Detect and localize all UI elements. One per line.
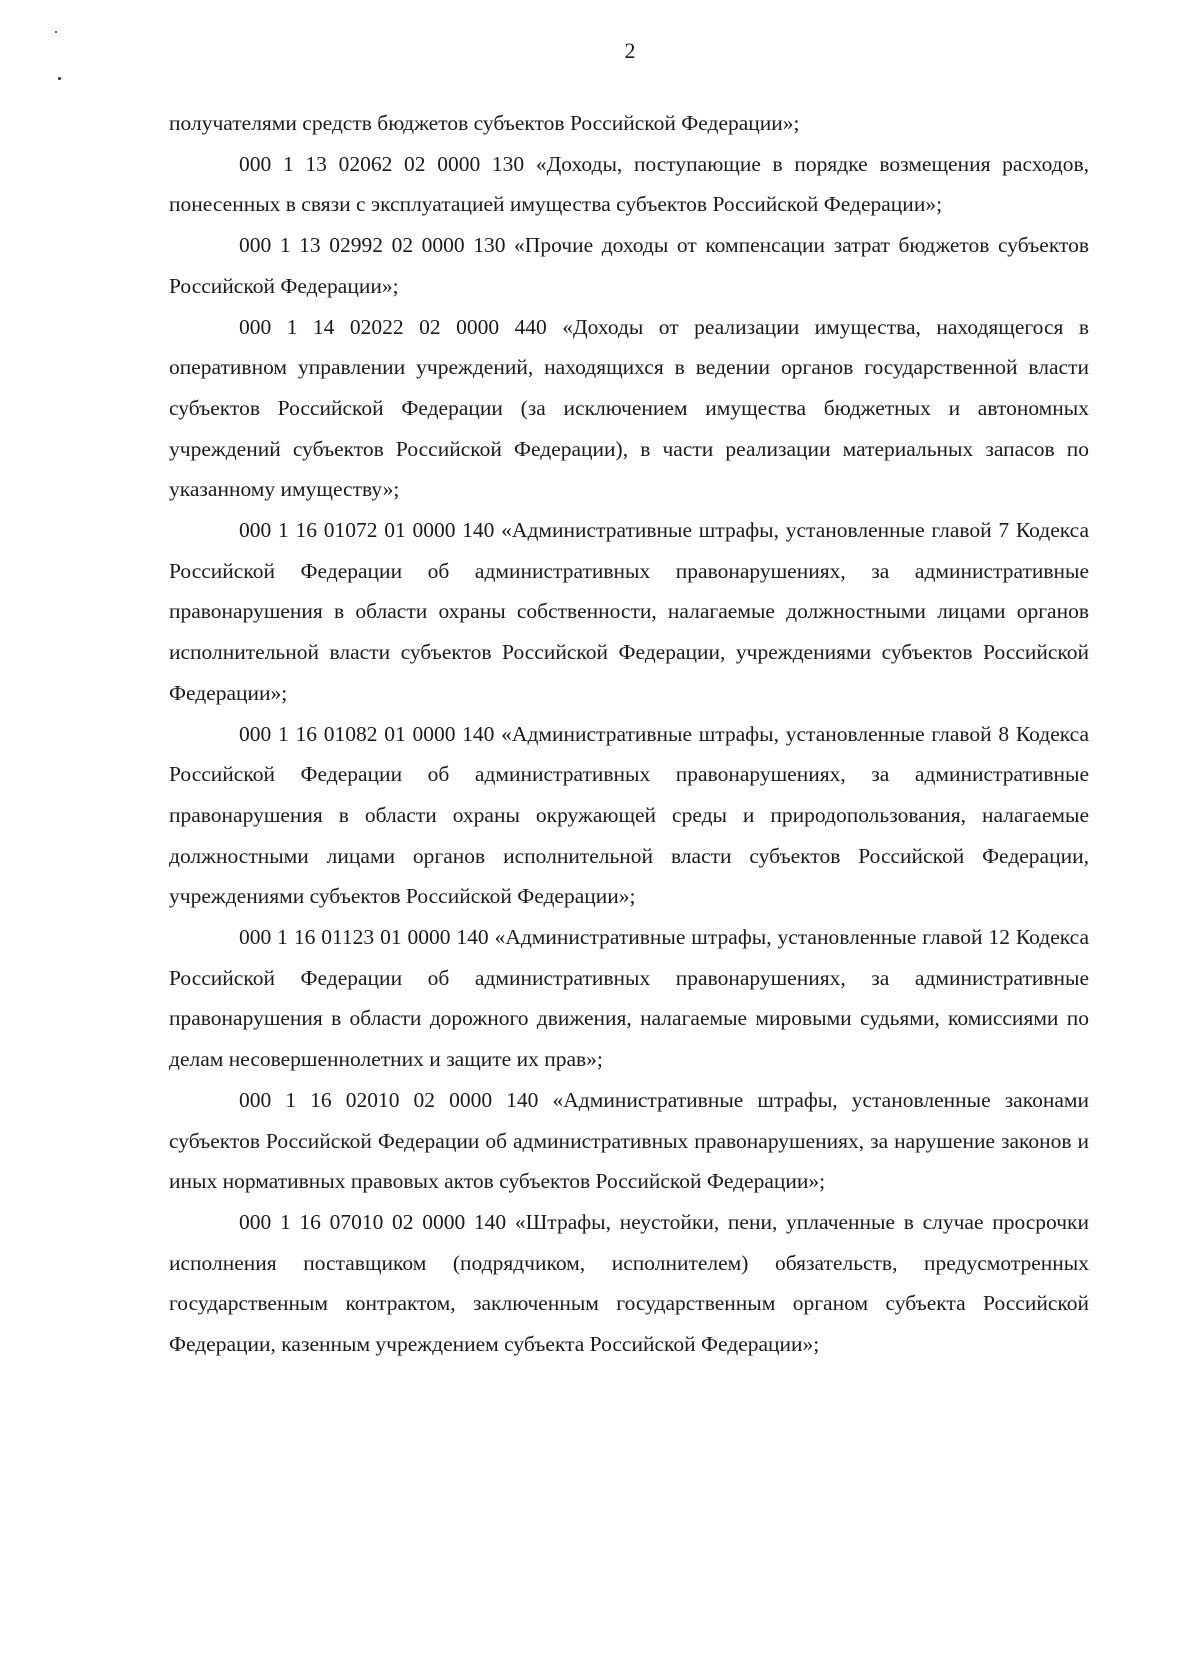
scan-artifact-dot [55,31,57,33]
paragraph-code-1160112301: 000 1 16 01123 01 0000 140 «Административные штрафы, установленные главой 12 Кодекса Российской Федерации об административных правонарушениях, за административные правонарушения в области дорожного движения, налагаемые мировыми судьями, комиссиями по делам несовершеннолетних и защите их прав»; [169,925,1089,1072]
page-number: 2 [624,38,636,63]
paragraph-code-1140202202: 000 1 14 02022 02 0000 440 «Доходы от реализации имущества, находящегося в оперативном управлении учреждений, находящихся в ведении органов государственной власти субъектов Российской Федерации (за исключением имущества бюджетных и автономных учреждений субъектов Российской Федерации), в части реализации материальных запасов по указанному имуществу»; [169,314,1089,502]
scan-artifact-dot [58,77,61,80]
paragraph-continuation: получателями средств бюджетов субъектов Российской Федерации»; [169,111,800,135]
paragraph-code-1160107201: 000 1 16 01072 01 0000 140 «Административные штрафы, установленные главой 7 Кодекса Российской Федерации об административных правонарушениях, за административные правонарушения в области охраны собственности, налагаемые должностными лицами органов исполнительной власти субъектов Российской Федерации, учреждениями субъектов Российской Федерации»; [169,518,1089,705]
paragraph-code-1131302062: 000 1 13 02062 02 0000 130 «Доходы, поступающие в порядке возмещения расходов, понесенных в связи с эксплуатацией имущества субъектов Российской Федерации»; [169,151,1089,217]
paragraph-code-1160108201: 000 1 16 01082 01 0000 140 «Административные штрафы, установленные главой 8 Кодекса Российской Федерации об административных правонарушениях, за административные правонарушения в области охраны окружающей среды и природопользования, налагаемые должностными лицами органов исполнительной власти субъектов Российской Федерации, учреждениями субъектов Российской Федерации»; [169,721,1089,909]
document-body [169,103,1089,1365]
paragraph-code-1160201002: 000 1 16 02010 02 0000 140 «Административные штрафы, установленные законами субъектов Российской Федерации об административных правонарушениях, за нарушение законов и иных нормативных правовых актов субъектов Российской Федерации»; [169,1087,1089,1194]
paragraph-code-1131302992: 000 1 13 02992 02 0000 130 «Прочие доходы от компенсации затрат бюджетов субъектов Российской Федерации»; [169,233,1089,298]
paragraph-code-1160701002: 000 1 16 07010 02 0000 140 «Штрафы, неустойки, пени, уплаченные в случае просрочки исполнения поставщиком (подрядчиком, исполнителем) обязательств, предусмотренных государственным контрактом, заключенным государственным органом субъекта Российской Федерации, казенным учреждением субъекта Российской Федерации»; [169,1209,1089,1357]
